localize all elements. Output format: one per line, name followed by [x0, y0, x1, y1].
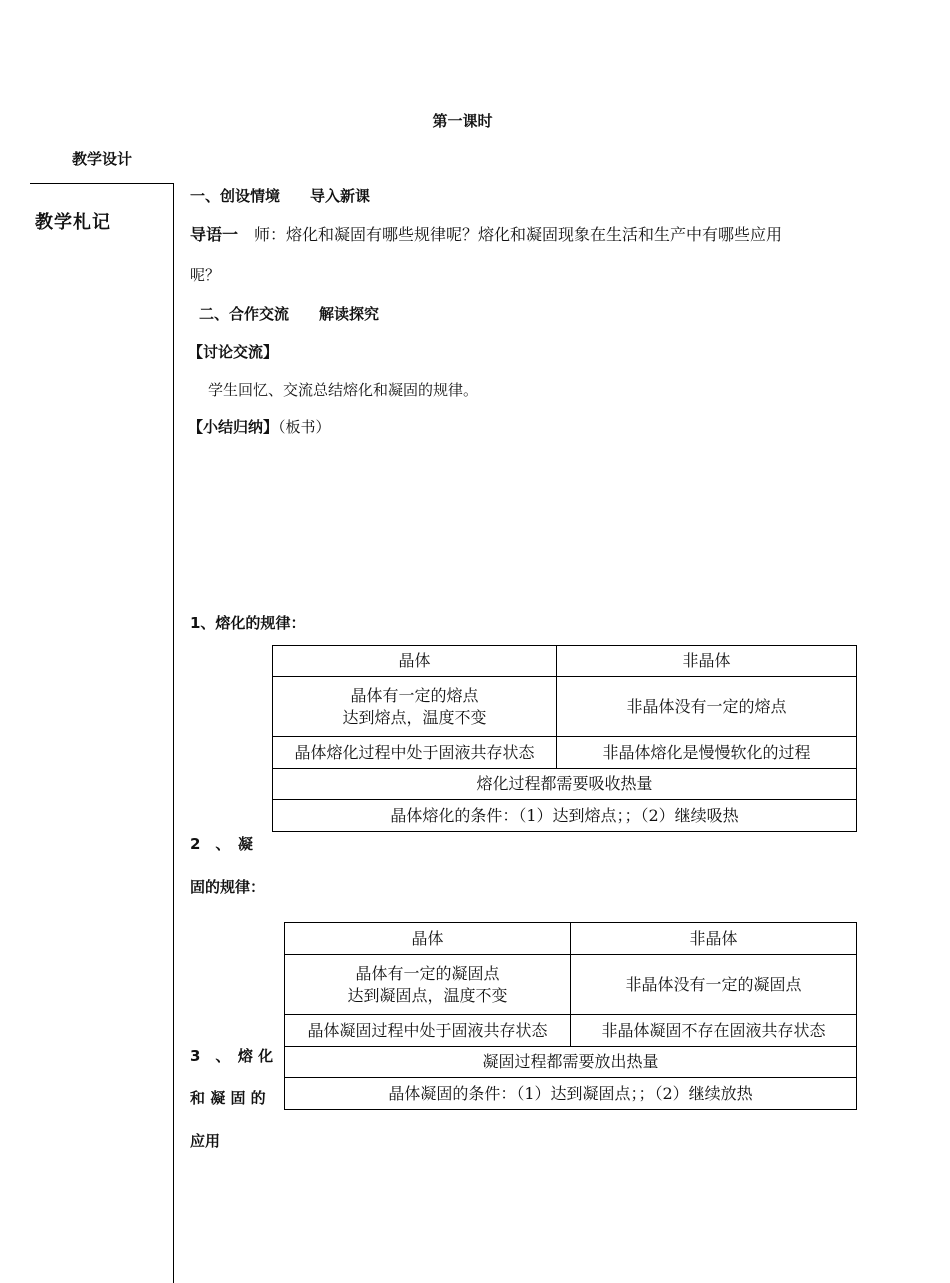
table-row: [285, 1047, 857, 1078]
table-row: [285, 1078, 857, 1110]
table-row: [273, 800, 857, 832]
cell-line: 晶体有一定的凝固点: [355, 963, 500, 983]
melting-table: [272, 645, 857, 832]
application-heading-end: 应用: [190, 1132, 221, 1150]
table-cell: 凝固过程都需要放出热量: [285, 1047, 857, 1078]
table-cell: [285, 955, 571, 1015]
intro-paragraph-continued: 呢？: [190, 266, 221, 284]
cell-line: 达到熔点，温度不变: [342, 707, 487, 727]
section-subtitle: 教学设计: [72, 150, 133, 168]
application-heading-continued: 和 凝 固 的: [190, 1089, 266, 1107]
discuss-heading: 【讨论交流】: [188, 343, 279, 361]
intro-paragraph: [190, 222, 870, 245]
table-cell: 晶体凝固的条件：（1）达到凝固点；；（2）继续放热: [285, 1078, 857, 1110]
sidebar-divider: [173, 184, 174, 1283]
melting-heading: 1、熔化的规律：: [190, 614, 306, 632]
table-cell: 非晶体熔化是慢慢软化的过程: [557, 737, 857, 769]
table-cell: 非晶体凝固不存在固液共存状态: [571, 1015, 857, 1047]
table-row: [273, 677, 857, 737]
table-row: [285, 1015, 857, 1047]
summary-heading: 【小结归纳】: [188, 418, 279, 436]
table-header-cell: 晶体: [285, 923, 571, 955]
table-header-cell: 晶体: [273, 646, 557, 677]
summary-note: （板书）: [278, 418, 331, 436]
table-row: [285, 923, 857, 955]
solidify-table: [284, 922, 857, 1110]
intro-label: 导语一: [190, 225, 239, 244]
table-header-cell: 非晶体: [557, 646, 857, 677]
table-cell: 非晶体没有一定的熔点: [557, 677, 857, 737]
table-cell: 熔化过程都需要吸收热量: [273, 769, 857, 800]
table-row: [273, 646, 857, 677]
solidify-heading: 2 、 凝: [190, 835, 253, 853]
table-row: [285, 955, 857, 1015]
section-heading-2: 二、合作交流 解读探究: [199, 305, 380, 323]
page-title: 第一课时: [432, 112, 493, 130]
solidify-heading-continued: 固的规律：: [190, 878, 266, 896]
table-row: [273, 737, 857, 769]
table-header-cell: 非晶体: [571, 923, 857, 955]
application-heading: 3 、 熔 化: [190, 1047, 274, 1065]
table-cell: 晶体熔化过程中处于固液共存状态: [273, 737, 557, 769]
table-cell: [273, 677, 557, 737]
table-cell: 晶体熔化的条件：（1）达到熔点；；（2）继续吸热: [273, 800, 857, 832]
sidebar-top-rule: [30, 183, 174, 184]
table-row: [273, 769, 857, 800]
discuss-text: 学生回忆、交流总结熔化和凝固的规律。: [208, 381, 479, 399]
sidebar-label: 教学札记: [35, 212, 111, 233]
table-cell: 晶体凝固过程中处于固液共存状态: [285, 1015, 571, 1047]
summary-line: [188, 416, 331, 437]
section-heading-1: 一、创设情境 导入新课: [190, 187, 371, 205]
cell-line: 晶体有一定的熔点: [350, 685, 479, 705]
intro-text: 师：熔化和凝固有哪些规律呢？熔化和凝固现象在生活和生产中有哪些应用: [238, 225, 783, 244]
cell-line: 达到凝固点，温度不变: [347, 985, 508, 1005]
table-cell: 非晶体没有一定的凝固点: [571, 955, 857, 1015]
